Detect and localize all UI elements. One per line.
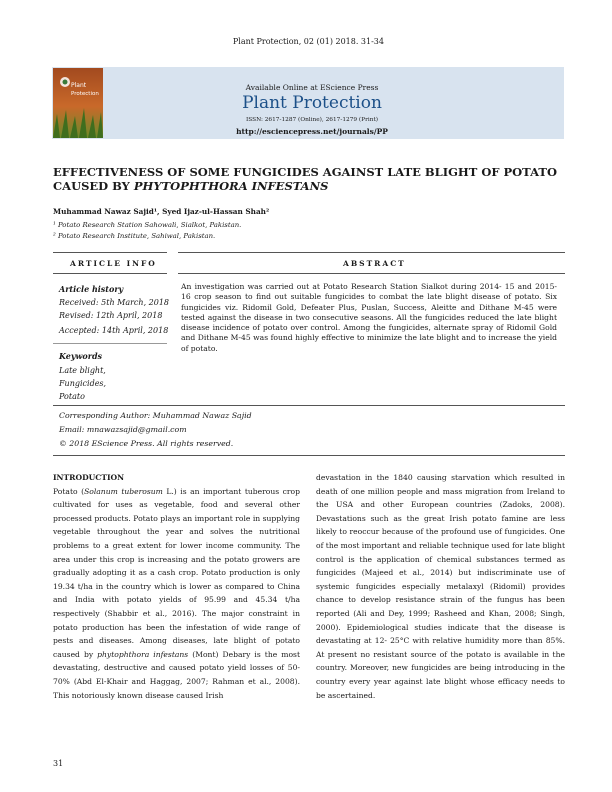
abstract-text: An investigation was carried out at Potato Research Station Sialkot during 2014- 15 and 2015- 16 crop season to find out suitable fungicides to combat the late blight disease of potato. Six fungicides viz. Ridomil Gold, Defeater Plus, Puslan, Success, Aleitte and Dithane M-45 were tested against the disease in two consecutive seasons. All the fungicides reduced the late blight disease incidence of potato over control. Among the fungicides, alternate spray of Ridomil Gold and Dithane M-45 was found highly effective to minimize the late blight and to increase the yield of potato. (181, 282, 557, 353)
received-date: Received: 5th March, 2018 (59, 298, 170, 307)
right-column: devastation in the 1840 causing starvation which resulted in death of one million people and mass migration from Ireland to the USA and other European countries (Zadoks, 2008). Devastations such as the great Irish potato famine are less likely to reoccur because of the profound use of fungicides. One of the most important and reliable technique used for late blight control is the application of chemical substances termed as fungicides (Majeed et al., 2014) but indiscriminate use of systemic fungicides especially metalaxyl (Ridomil) provides chance to develop resistance strain of the fungus has been reported (Ali and Dey, 1999; Rasheed and Khan, 2008; Singh, 2000). Epidemiological studies indicate that the disease is devastating at 12- 25°C with relative humidity more than 85%. At present no resistant source of the potato is available in the country. Moreover, new fungicides are being introducing in the country every year against late blight whose efficacy needs to be ascertained. (316, 473, 565, 700)
abstract-heading: ABSTRACT (343, 259, 406, 268)
issn: ISSN: 2617-1287 (Online), 2617-1279 (Print) (245, 117, 379, 123)
divider (53, 455, 565, 456)
affiliation-1: ¹ Potato Research Station Sahowali, Sialkot, Pakistan. (53, 221, 242, 229)
svg-text:Protection: Protection (71, 91, 99, 97)
divider (178, 273, 565, 274)
keyword-item: Potato (59, 392, 85, 401)
available-online: Available Online at EScience Press (245, 83, 379, 92)
affiliation-2: ² Potato Research Institute, Sahiwal, Pakistan. (53, 232, 216, 240)
article-info-heading: ARTICLE INFO (70, 259, 157, 268)
intro-paragraph: Potato (Solanum tuberosum L.) is an important tuberous crop cultivated for uses as vegetable, food and several other processed products. Potato plays an important role in supplying vegetable throughout the year and solves the nutritional problems to a great extent for lower income community. The area under this crop is increasing and the potato growers are gradually adopting it as a cash crop. Potato production is only 19.34 t/ha in the country which is lower as compared to China and India with potato yields of 95.99 and 45.34 t/ha respectively (Shabbir et al., 2016). The major constraint in potato production has been the infestation of wide range of pests and diseases. Among diseases, late blight of potato caused by phytophthora infestans (Mont) Debary is the most devastating, destructive and caused potato yield losses of 50-70% (Abd El-Khair and Haggag, 2007; Rahman et al., 2008). This notoriously known disease caused Irish (53, 486, 301, 700)
corresponding-author: Corresponding Author: Muhammad Nawaz Sajid (59, 411, 252, 420)
journal-title: Plant Protection (242, 93, 382, 113)
divider (53, 273, 167, 274)
copyright: © 2018 EScience Press. All rights reserved. (59, 439, 234, 448)
title-italic: PHYTOPHTHORA INFESTANS (133, 179, 329, 193)
section-heading-introduction: INTRODUCTION (53, 473, 125, 482)
divider (53, 252, 167, 253)
history-heading: Article history (59, 284, 124, 294)
divider (53, 343, 167, 344)
email[interactable]: Email: mnawazsajid@gmail.com (59, 425, 187, 434)
running-head: Plant Protection, 02 (01) 2018. 31-34 (232, 37, 384, 46)
keywords-heading: Keywords (59, 351, 103, 361)
page-number: 31 (53, 759, 64, 768)
keyword-item: Fungicides, (59, 379, 107, 388)
revised-date: Revised: 12th April, 2018 (59, 311, 163, 320)
authors: Muhammad Nawaz Sajid¹, Syed Ijaz-ul-Hassan Shah² (53, 207, 270, 216)
journal-url[interactable]: http://esciencepress.net/journals/PP (236, 127, 388, 136)
svg-text:Plant: Plant (71, 82, 87, 89)
divider (178, 252, 565, 253)
article-title: EFFECTIVENESS OF SOME FUNGICIDES AGAINST LATE BLIGHT OF POTATO CAUSED BY PHYTOPHTHORA INFESTANS (53, 165, 557, 193)
divider (53, 405, 565, 406)
accepted-date: Accepted: 14th April, 2018 (59, 326, 169, 335)
keyword-item: Late blight, (59, 366, 106, 375)
left-column (53, 471, 300, 702)
